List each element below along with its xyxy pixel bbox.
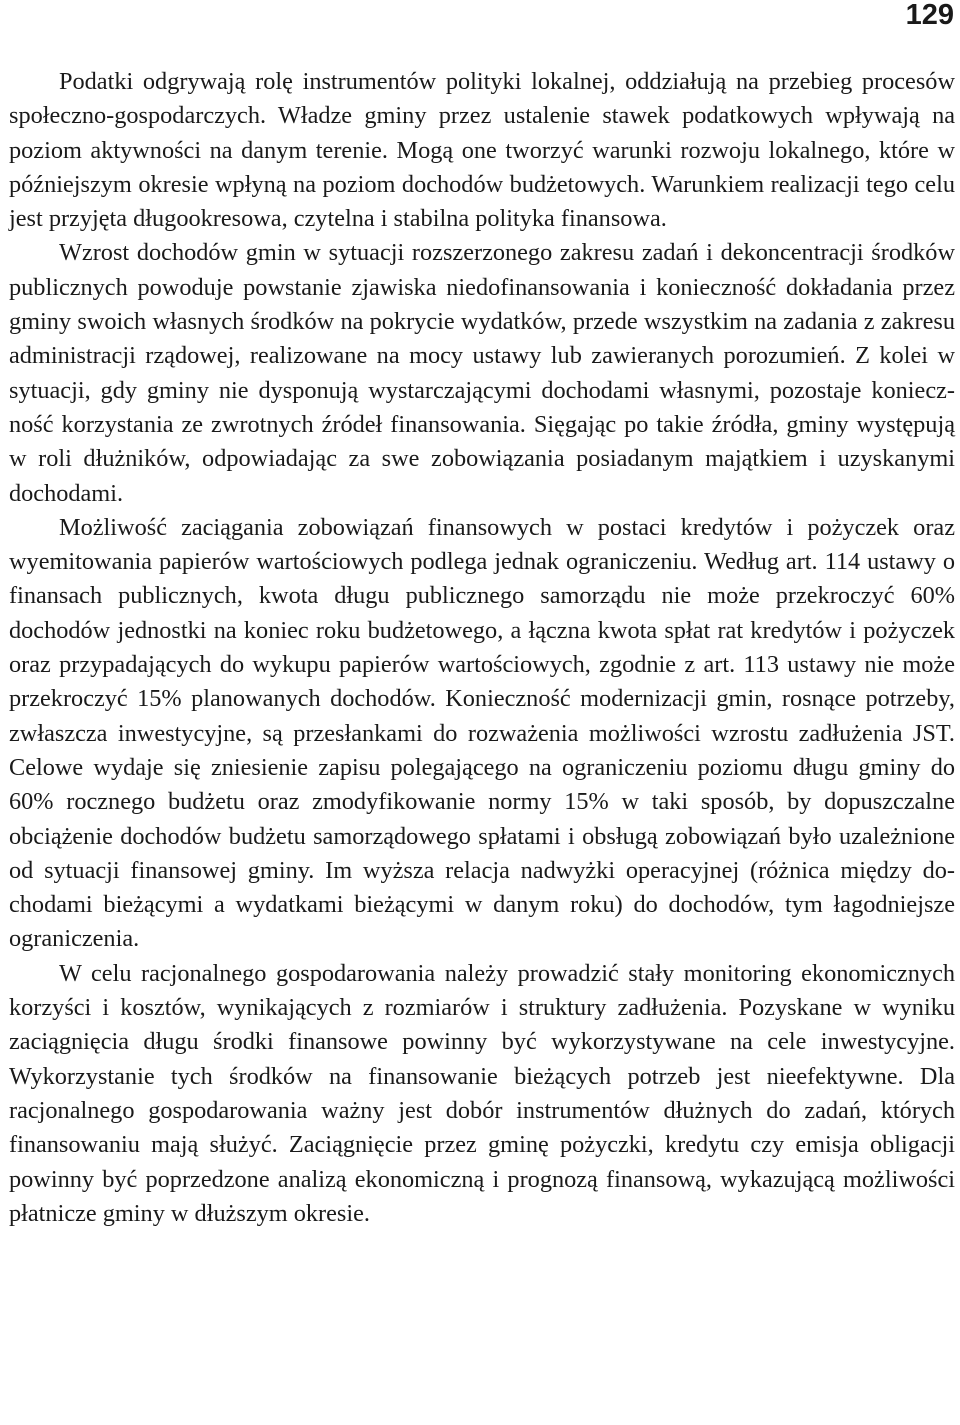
body-text [9,65,955,1231]
paragraph: Wzrost dochodów gmin w sytuacji rozszerzonego zakresu zadań i dekoncentracji środków publicznych powoduje powstanie zjawiska niedofinansowania i konieczność dokładania przez gminy swoich własnych środków na pokrycie wydatków, przede wszystkim na zadania z zakresu administracji rządowej, realizowane na mocy ustawy lub zawieranych porozumień. Z kolei w sytuacji, gdy gminy nie dysponują wystarczającymi dochodami własnymi, pozostaje konieczność korzystania ze zwrotnych źródeł finansowania. Sięgając po takie źródła, gminy występują w roli dłużników, odpowiadając za swe zobowiązania posiadanym majątkiem i uzyskanymi dochodami. [9,239,955,507]
paragraph: Podatki odgrywają rolę instrumentów polityki lokalnej, oddziałują na przebieg procesów społeczno-gospodarczych. Władze gminy przez ustalenie stawek podatkowych wpływają na poziom aktywności na danym terenie. Mogą one tworzyć warunki rozwoju lokalnego, które w późniejszym okresie wpłyną na poziom dochodów budżetowych. Warunkiem realizacji tego celu jest przyjęta długookresowa, czytelna i stabilna polityka finansowa. [9,68,955,233]
paragraph: W celu racjonalnego gospodarowania należy prowadzić stały monitoring ekonomicznych korzyści i kosztów, wynikających z rozmiarów i struktury zadłużenia. Pozyskane w wyniku zaciągnięcia długu środki finansowe powinny być wykorzystywane na cele inwestycyjne. Wykorzystanie tych środków na finansowanie bieżących potrzeb jest nieefektywne. Dla racjonalnego gospodarowania ważny jest dobór instrumentów dłużnych do zadań, których finansowaniu mają służyć. Zaciągnięcie przez gminę pożyczki, kredytu czy emisja obligacji powinny być poprzedzone analizą ekonomiczną i prognozą finansową, wykazującą możliwości płatnicze gminy w dłuższym okresie. [9,959,955,1227]
page-number: 129 [905,0,954,31]
paragraph: Możliwość zaciągania zobowiązań finansowych w postaci kredytów i pożyczek oraz wyemitowania papierów wartościowych podlega jednak ograniczeniu. Według art. 114 ustawy o finansach publicznych, kwota długu publicznego samorządu nie może przekroczyć 60% dochodów jednostki na koniec roku budżetowego, a łączna kwota spłat rat kredytów i pożyczek oraz przypadających do wykupu papierów wartościowych, zgodnie z art. 113 ustawy nie może przekroczyć 15% planowanych dochodów. Konieczność modernizacji gmin, rosnące potrzeby, zwłaszcza inwestycyjne, są przesłankami do rozważenia możliwości wzrostu zadłużenia JST. Celowe wydaje się zniesienie zapisu polegającego na ograniczeniu poziomu długu gminy do 60% rocznego budżetu oraz zmodyfikowanie normy 15% w taki sposób, by dopuszczalne obciążenie dochodów budżetu samorządowego spłatami i obsługą zobowiązań było uzależnione od sytuacji finansowej gminy. Im wyższa relacja nadwyżki operacyjnej (różnica między dochodami bieżącymi a wydatkami bieżącymi w danym roku) do dochodów, tym łagodniejsze ograniczenia. [9,513,955,953]
